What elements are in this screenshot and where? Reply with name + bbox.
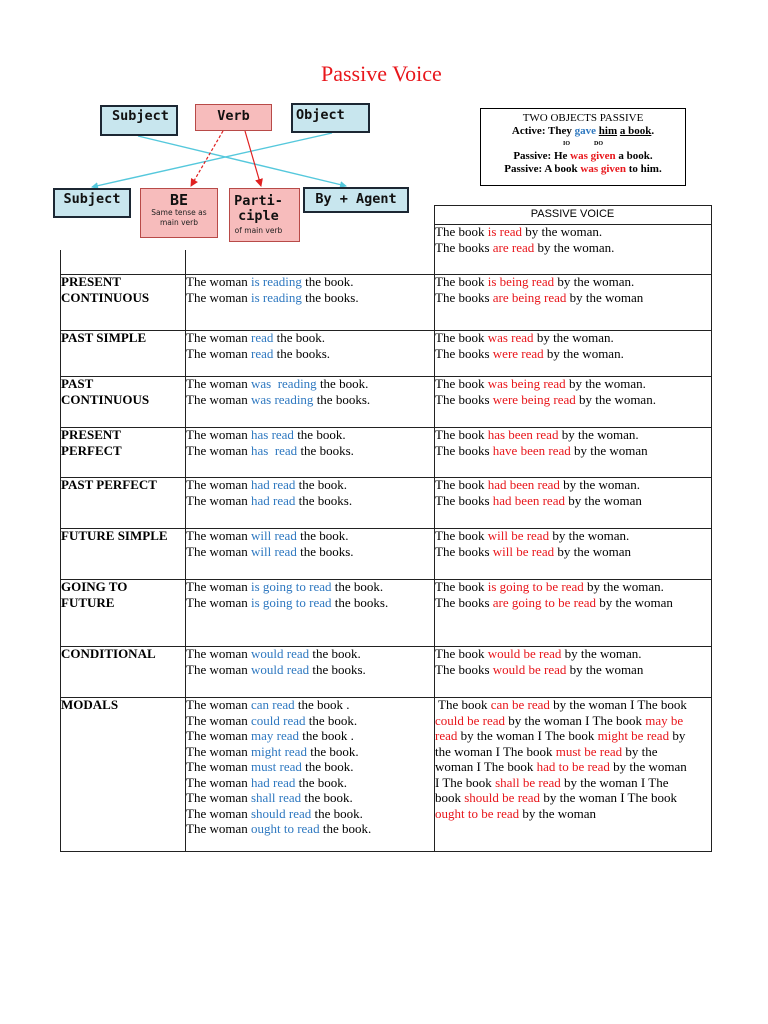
- sentence-text: by the woman.: [533, 330, 614, 345]
- passive-verb-phrase: have been read: [492, 442, 571, 458]
- sentence-text: The woman: [186, 391, 251, 407]
- passive-verb-phrase: had been read: [492, 492, 565, 508]
- sentence-text: by the woman.: [565, 376, 646, 391]
- sentence-text: the books.: [309, 661, 366, 677]
- passive-voice-cell: [435, 646, 711, 697]
- sentence-text: the book.: [306, 743, 359, 759]
- passive-example-suffix: a book.: [615, 150, 653, 162]
- sentence-text: by the woman.: [559, 477, 641, 492]
- active-verb-phrase: read: [250, 345, 274, 361]
- passive-voice-cell: [435, 579, 711, 646]
- be-note: Same tense as main verb: [151, 208, 207, 227]
- passive-voice-cell: [435, 528, 711, 579]
- sentence-text: the books.: [296, 543, 354, 559]
- sentence-line: [435, 443, 711, 459]
- sentence-text: the book.: [311, 805, 363, 821]
- active-example-suffix: .: [651, 125, 655, 137]
- sentence-line: [435, 392, 711, 408]
- passive-verb-phrase: is being read: [487, 274, 555, 289]
- table-row: [60, 274, 711, 330]
- active-verb-phrase: may read: [250, 728, 299, 743]
- passive-verb-phrase: are being read: [492, 289, 567, 305]
- sentence-text: by: [669, 728, 686, 743]
- sentence-line: [186, 493, 434, 509]
- sentence-line: [435, 528, 711, 544]
- passive-verb-phrase: read: [435, 728, 458, 743]
- sentence-text: by the: [622, 743, 658, 759]
- sentence-text: the books.: [301, 289, 359, 305]
- sentence-text: the book.: [305, 712, 358, 728]
- passive-verb-phrase: were being read: [492, 391, 576, 407]
- sentence-line: [186, 392, 434, 408]
- sentence-text: The book: [435, 477, 488, 492]
- active-verb-phrase: has read: [250, 442, 298, 458]
- sentence-text: the book.: [301, 759, 354, 774]
- sentence-line: [435, 427, 711, 443]
- active-verb-phrase: is going to read: [250, 594, 332, 610]
- passive-example-verb: was given: [570, 150, 616, 162]
- sentence-text: The woman: [186, 442, 251, 458]
- sentence-text: by the woman.: [522, 224, 603, 239]
- sentence-text: The book: [435, 427, 488, 442]
- active-verb-box: [195, 104, 272, 131]
- sentence-text: by the woman I The book: [505, 712, 646, 728]
- active-voice-cell: [186, 697, 434, 851]
- active-verb-phrase: was reading: [250, 376, 317, 391]
- passive-verb-phrase: are going to be read: [492, 594, 597, 610]
- active-verb-phrase: has read: [250, 427, 294, 442]
- sentence-text: the book.: [309, 646, 361, 661]
- passive-verb-phrase: is read: [487, 224, 523, 239]
- sentence-text: the book.: [296, 528, 349, 543]
- subject-to-agent-line: [138, 136, 346, 186]
- passive-example-prefix: Passive: A book: [504, 163, 581, 175]
- passive-voice-cell: [435, 274, 711, 330]
- passive-verb-phrase: would be read: [487, 646, 562, 661]
- sentence-text: The woman: [186, 697, 251, 712]
- sentence-text: The woman: [186, 743, 251, 759]
- active-verb-phrase: might read: [250, 743, 307, 759]
- sentence-text: The woman: [186, 345, 251, 361]
- sentence-text: by the woman.: [549, 528, 630, 543]
- sentence-text: by the woman.: [554, 274, 635, 289]
- participle-note: of main verb: [234, 226, 283, 235]
- tense-cell: [61, 274, 185, 330]
- table-gridline: [711, 205, 712, 852]
- sentence-text: woman I The book: [435, 759, 537, 774]
- sentence-line: [435, 759, 711, 775]
- sentence-line: [435, 697, 711, 713]
- tense-label: CONTINUOUS: [61, 289, 150, 305]
- tense-label: PAST SIMPLE: [61, 330, 147, 345]
- sentence-text: The woman: [186, 712, 251, 728]
- agent-box: [303, 187, 409, 213]
- active-voice-cell: [186, 274, 434, 330]
- tense-cell: [61, 477, 185, 528]
- sentence-line: [186, 744, 434, 760]
- direct-object: a book: [619, 125, 652, 137]
- tense-label: MODALS: [61, 697, 119, 712]
- sentence-line: [186, 759, 434, 775]
- passive-verb-phrase: would be read: [492, 661, 567, 677]
- sentence-text: book: [435, 790, 465, 805]
- sentence-text: The woman: [186, 790, 251, 805]
- active-voice-cell: [186, 376, 434, 427]
- sentence-line: [435, 579, 711, 595]
- passive-voice-cell: [435, 697, 711, 851]
- sentence-text: by the woman: [596, 594, 673, 610]
- passive-voice-cell: [435, 330, 711, 376]
- sentence-text: the books.: [313, 391, 371, 407]
- tense-label: CONDITIONAL: [61, 646, 156, 661]
- sentence-text: by the woman I The: [560, 774, 669, 790]
- passive-verb-phrase: are read: [492, 239, 535, 255]
- verb-to-participle-arrow: [245, 131, 261, 186]
- passive-verb-phrase: might be read: [597, 728, 670, 743]
- sentence-line: [186, 579, 434, 595]
- active-verb-phrase: can read: [250, 697, 295, 712]
- active-voice-cell: [186, 477, 434, 528]
- sentence-text: The books: [435, 391, 493, 407]
- sentence-text: the book.: [295, 477, 348, 492]
- agent-label: By + Agent: [315, 191, 397, 207]
- passive-voice-cell: [435, 376, 711, 427]
- sentence-text: by the woman I The book: [549, 697, 687, 712]
- passive-verb-phrase: was being read: [487, 376, 566, 391]
- sentence-line: [186, 274, 434, 290]
- sentence-text: by the woman.: [583, 579, 664, 594]
- sentence-line: [186, 646, 434, 662]
- passive-verb-phrase: should be read: [464, 790, 541, 805]
- sentence-text: the books.: [273, 345, 331, 361]
- sentence-text: the books.: [297, 442, 354, 458]
- sentence-line: [186, 697, 434, 713]
- sentence-text: by the woman.: [534, 239, 615, 255]
- passive-verb-phrase: ought to be read: [435, 805, 520, 821]
- passive-subject-label: Subject: [63, 191, 121, 207]
- sentence-line: [435, 376, 711, 392]
- sentence-text: The book: [435, 224, 488, 239]
- table-row: [60, 427, 711, 477]
- sentence-line: [435, 493, 711, 509]
- sentence-line: [435, 595, 711, 611]
- sentence-text: The woman: [186, 528, 251, 543]
- passive-verb-phrase: could be read: [435, 712, 506, 728]
- be-label: BE: [169, 191, 189, 209]
- sentence-text: The book: [435, 646, 488, 661]
- sentence-line: [435, 477, 711, 493]
- sentence-line: [435, 790, 711, 806]
- sentence-text: The woman: [186, 492, 251, 508]
- tense-cell: [61, 330, 185, 376]
- sentence-text: The book: [435, 274, 488, 289]
- sentence-text: I The book: [435, 774, 496, 790]
- sentence-text: The woman: [186, 805, 251, 821]
- object-to-subject-line: [92, 133, 332, 187]
- passive-verb-phrase: will be read: [487, 528, 550, 543]
- sentence-line: [435, 274, 711, 290]
- sentence-text: the book.: [293, 427, 346, 442]
- active-verb-phrase: was reading: [250, 391, 314, 407]
- tense-label: PRESENT: [61, 427, 121, 442]
- tense-label: CONTINUOUS: [61, 391, 150, 407]
- tense-label: PAST: [61, 376, 94, 391]
- sentence-line: [186, 821, 434, 837]
- active-verb-phrase: had read: [250, 774, 296, 790]
- sentence-text: by the woman.: [558, 427, 639, 442]
- passive-verb-phrase: was read: [487, 330, 534, 345]
- active-voice-cell: [186, 330, 434, 376]
- indirect-object: him: [598, 125, 618, 137]
- sentence-line: [186, 595, 434, 611]
- sentence-text: The woman: [186, 579, 251, 594]
- participle-label-line: Parti-: [234, 193, 283, 209]
- sentence-line: [186, 376, 434, 392]
- active-voice-cell: [186, 427, 434, 477]
- sentence-text: The woman: [186, 477, 251, 492]
- tense-cell: [61, 528, 185, 579]
- sentence-text: The woman: [186, 427, 251, 442]
- sentence-text: by the woman.: [561, 646, 642, 661]
- sentence-text: the book.: [301, 274, 354, 289]
- sentence-text: the book.: [301, 790, 353, 805]
- sentence-text: the book.: [331, 579, 384, 594]
- sentence-line: [435, 713, 711, 729]
- sentence-line: [186, 728, 434, 744]
- sentence-text: The woman: [186, 543, 251, 559]
- table-row: [60, 477, 711, 528]
- sentence-line: [435, 646, 711, 662]
- sentence-text: by the woman I The book: [457, 728, 598, 743]
- passive-voice-header: PASSIVE VOICE: [530, 208, 615, 220]
- active-voice-cell: [186, 646, 434, 697]
- sentence-text: The woman: [186, 646, 251, 661]
- passive-verb-phrase: has been read: [487, 427, 559, 442]
- sentence-text: the books.: [331, 594, 389, 610]
- sentence-text: by the woman.: [575, 391, 656, 407]
- sentence-line: [435, 330, 711, 346]
- sentence-line: [435, 744, 711, 760]
- tense-label: FUTURE: [61, 594, 115, 610]
- sentence-text: The woman: [186, 821, 251, 836]
- active-object-box: [291, 103, 370, 133]
- active-example-verb: gave: [574, 125, 597, 137]
- active-verb-label: Verb: [217, 108, 250, 124]
- sentence-line: [435, 728, 711, 744]
- active-verb-phrase: will read: [250, 528, 297, 543]
- sentence-text: by the woman.: [543, 345, 624, 361]
- two-objects-heading: TWO OBJECTS PASSIVE: [522, 112, 644, 124]
- sentence-line: [435, 662, 711, 678]
- sentence-text: the woman I The book: [435, 743, 556, 759]
- sentence-text: The books: [435, 594, 493, 610]
- table-row: [60, 646, 711, 697]
- io-label: IO: [563, 141, 571, 147]
- sentence-line: [186, 346, 434, 362]
- table-row: [60, 697, 711, 851]
- sentence-text: the book.: [316, 376, 369, 391]
- sentence-line: [186, 443, 434, 459]
- active-verb-phrase: could read: [250, 712, 306, 728]
- active-subject-label: Subject: [112, 108, 169, 124]
- table-row: [60, 330, 711, 376]
- active-verb-phrase: had read: [250, 477, 296, 492]
- sentence-line: [186, 790, 434, 806]
- tense-cell: [61, 376, 185, 427]
- active-verb-phrase: read: [250, 330, 274, 345]
- active-verb-phrase: is reading: [250, 274, 302, 289]
- active-verb-phrase: must read: [250, 759, 302, 774]
- sentence-text: The books: [435, 661, 493, 677]
- sentence-text: the books.: [295, 492, 353, 508]
- passive-verb-phrase: had to be read: [536, 759, 610, 774]
- sentence-line: [186, 775, 434, 791]
- sentence-line: [435, 346, 711, 362]
- sentence-text: The woman: [186, 376, 251, 391]
- table-row: [60, 579, 711, 646]
- table-row: [60, 528, 711, 579]
- sentence-text: by the woman: [570, 442, 648, 458]
- sentence-text: The book: [435, 376, 488, 391]
- sentence-line: [186, 477, 434, 493]
- sentence-text: the book .: [294, 697, 350, 712]
- sentence-text: The woman: [186, 661, 251, 677]
- sentence-text: The book: [435, 528, 488, 543]
- sentence-line: [435, 290, 711, 306]
- sentence-text: The books: [435, 239, 493, 255]
- sentence-text: The woman: [186, 330, 251, 345]
- tense-label: GOING TO: [61, 579, 128, 594]
- participle-label-line: ciple: [238, 208, 279, 224]
- active-verb-phrase: ought to read: [250, 821, 320, 836]
- tense-cell: [61, 427, 185, 477]
- do-label: DO: [594, 141, 603, 147]
- sentence-line: [186, 713, 434, 729]
- passive-verb-phrase: is going to be read: [487, 579, 584, 594]
- sentence-line: [186, 290, 434, 306]
- sentence-text: the book .: [299, 728, 354, 743]
- active-verb-phrase: would read: [250, 646, 310, 661]
- sentence-text: by the woman: [609, 759, 687, 774]
- sentence-text: the book.: [319, 821, 372, 836]
- passive-verb-phrase: were read: [492, 345, 544, 361]
- table-row: [60, 376, 711, 427]
- sentence-text: The woman: [186, 594, 251, 610]
- passive-subject-box: [53, 188, 131, 218]
- sentence-text: The woman: [186, 274, 251, 289]
- sentence-line: [186, 544, 434, 560]
- sentence-line: [186, 330, 434, 346]
- tense-label: PERFECT: [61, 442, 122, 458]
- tense-cell: [61, 697, 185, 851]
- sentence-text: The woman: [186, 728, 251, 743]
- sentence-text: The books: [435, 442, 493, 458]
- sentence-text: by the woman: [564, 492, 642, 508]
- active-verb-phrase: had read: [250, 492, 296, 508]
- sentence-text: by the woman: [566, 661, 644, 677]
- sentence-text: by the woman I The book: [540, 790, 678, 805]
- sentence-text: The book: [435, 697, 491, 712]
- active-verb-phrase: is going to read: [250, 579, 332, 594]
- passive-verb-phrase: shall be read: [495, 774, 561, 790]
- tense-label: PRESENT: [61, 274, 121, 289]
- sentence-line: [186, 528, 434, 544]
- passive-voice-cell: [435, 477, 711, 528]
- passive-voice-cell: [435, 427, 711, 477]
- sentence-line: [435, 806, 711, 822]
- passive-example-prefix: Passive: He: [513, 150, 571, 162]
- sentence-line: [186, 662, 434, 678]
- table-gridline: [60, 851, 712, 852]
- sentence-text: The book: [435, 579, 488, 594]
- sentence-text: the book.: [273, 330, 325, 345]
- active-verb-phrase: will read: [250, 543, 297, 559]
- sentence-text: The woman: [186, 759, 251, 774]
- be-box: [140, 188, 218, 238]
- sentence-text: The woman: [186, 774, 251, 790]
- tense-label: FUTURE SIMPLE: [61, 528, 168, 543]
- passive-verb-phrase: can be read: [490, 697, 550, 712]
- passive-verb-phrase: may be: [645, 712, 684, 728]
- sentence-text: The books: [435, 492, 493, 508]
- active-object-label: Object: [296, 107, 345, 123]
- passive-example-verb: was given: [580, 163, 626, 175]
- active-verb-phrase: is reading: [250, 289, 302, 305]
- active-verb-phrase: would read: [250, 661, 310, 677]
- participle-box: [229, 188, 300, 242]
- active-voice-cell: [186, 579, 434, 646]
- page-title: Passive Voice: [321, 61, 442, 86]
- sentence-text: The book: [435, 330, 488, 345]
- active-verb-phrase: should read: [250, 805, 312, 821]
- sentence-line: [186, 806, 434, 822]
- tense-cell: [61, 646, 185, 697]
- passive-example-suffix: to him.: [625, 163, 662, 175]
- sentence-text: the book.: [295, 774, 348, 790]
- passive-verb-phrase: must be read: [555, 743, 623, 759]
- tense-cell: [61, 579, 185, 646]
- sentence-text: by the woman: [554, 543, 632, 559]
- sentence-text: The books: [435, 289, 493, 305]
- sentence-text: The books: [435, 543, 493, 559]
- sentence-text: The books: [435, 345, 493, 361]
- active-verb-phrase: shall read: [250, 790, 302, 805]
- active-voice-cell: [186, 528, 434, 579]
- sentence-text: by the woman: [566, 289, 644, 305]
- sentence-line: [186, 427, 434, 443]
- passive-verb-phrase: had been read: [487, 477, 560, 492]
- sentence-line: [435, 544, 711, 560]
- sentence-line: [435, 775, 711, 791]
- sentence-text: The woman: [186, 289, 251, 305]
- active-example-prefix: Active: They: [511, 125, 575, 137]
- passive-verb-phrase: will be read: [492, 543, 555, 559]
- active-subject-box: [100, 105, 178, 136]
- sentence-text: by the woman: [519, 805, 597, 821]
- tense-label: PAST PERFECT: [61, 477, 157, 492]
